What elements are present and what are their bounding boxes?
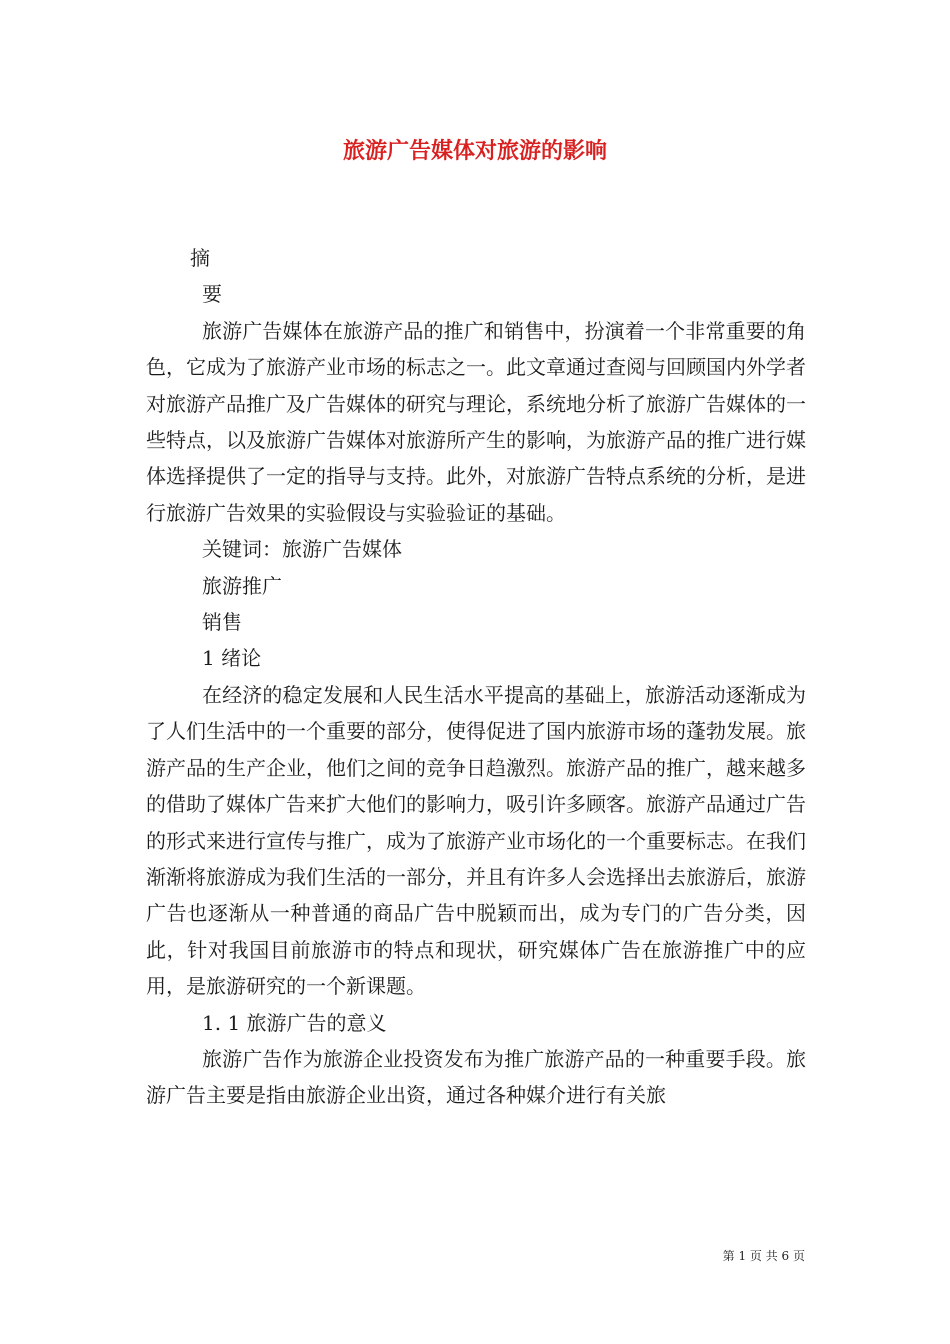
abstract-label-2: 要 <box>202 282 222 307</box>
subsection-paragraph: 旅游广告作为旅游企业投资发布为推广旅游产品的一种重要手段。旅游广告主要是指由旅游企业出资，通过各种媒介进行有关旅 <box>146 1046 806 1108</box>
abstract-label-1: 摘 <box>190 246 210 270</box>
document-body <box>146 240 806 1114</box>
section-heading: 1 绪论 <box>202 646 262 671</box>
subsection-heading: 1. 1 旅游广告的意义 <box>202 1010 387 1035</box>
keywords-line: 关键词：旅游广告媒体 <box>202 537 402 562</box>
keyword-item: 旅游推广 <box>202 573 282 598</box>
abstract-paragraph: 旅游广告媒体在旅游产品的推广和销售中，扮演着一个非常重要的角色，它成为了旅游产业市场的标志之一。此文章通过查阅与回顾国内外学者对旅游产品推广及广告媒体的研究与理论，系统地分析了旅游广告媒体的一些特点，以及旅游广告媒体对旅游所产生的影响，为旅游产品的推广进行媒体选择提供了一定的指导与支持。此外，对旅游广告特点系统的分析，是进行旅游广告效果的实验假设与实验验证的基础。 <box>146 318 806 525</box>
document-title: 旅游广告媒体对旅游的影响 <box>342 138 607 164</box>
page-number: 第 1 页 共 6 页 <box>722 1249 805 1263</box>
keyword-item: 销售 <box>202 610 242 635</box>
section-paragraph: 在经济的稳定发展和人民生活水平提高的基础上，旅游活动逐渐成为了人们生活中的一个重要的部分，使得促进了国内旅游市场的蓬勃发展。旅游产品的生产企业，他们之间的竞争日趋激烈。旅游产品的推广，越来越多的借助了媒体广告来扩大他们的影响力，吸引许多顾客。旅游产品通过广告的形式来进行宣传与推广，成为了旅游产业市场化的一个重要标志。在我们渐渐将旅游成为我们生活的一部分，并且有许多人会选择出去旅游后，旅游广告也逐渐从一种普通的商品广告中脱颖而出，成为专门的广告分类，因此，针对我国目前旅游市的特点和现状，研究媒体广告在旅游推广中的应用，是旅游研究的一个新课题。 <box>146 682 806 999</box>
